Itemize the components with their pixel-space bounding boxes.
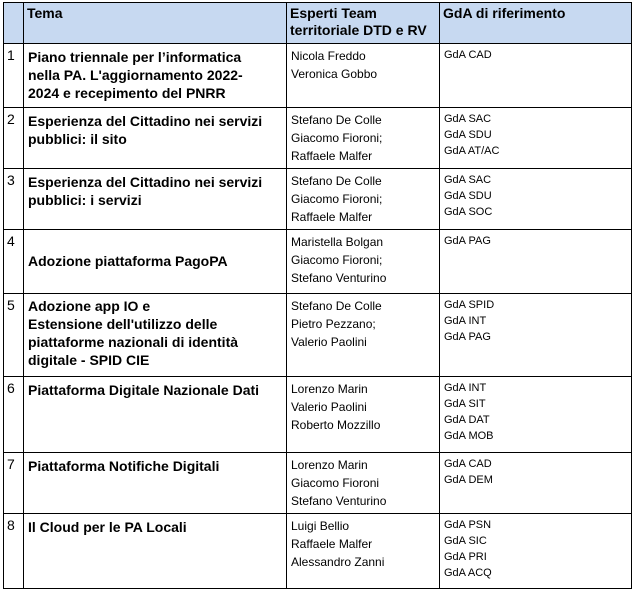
expert-name: Veronica Gobbo: [291, 67, 378, 81]
expert-name: Giacomo Fioroni: [291, 476, 380, 490]
gda-code: GdA INT: [444, 382, 487, 394]
gda-code: GdA DAT: [444, 414, 490, 426]
expert-name: Lorenzo Marin: [291, 382, 368, 396]
expert-name: Stefano De Colle: [291, 174, 382, 188]
table-row: [4, 514, 632, 589]
expert-name: Roberto Mozzillo: [291, 418, 381, 432]
tema-line: pubblici: il sito: [28, 131, 127, 147]
expert-name: Stefano Venturino: [291, 271, 387, 285]
tema-line: piattaforme nazionali di identità: [28, 334, 239, 350]
esperti-cell: [287, 44, 440, 108]
tema-cell: [24, 453, 287, 514]
expert-name: Maristella Bolgan: [291, 235, 384, 249]
tema-cell: [24, 169, 287, 230]
table-row: [4, 294, 632, 377]
expert-name: Stefano De Colle: [291, 113, 382, 127]
row-number: 1: [4, 44, 24, 108]
gda-cell: [440, 44, 632, 108]
gda-code: GdA ACQ: [444, 567, 492, 579]
gda-code: GdA SPID: [444, 299, 495, 311]
row-number: 4: [4, 230, 24, 294]
gda-code: GdA PAG: [444, 235, 491, 247]
tema-cell: [24, 514, 287, 589]
esperti-cell: [287, 230, 440, 294]
table-row: [4, 377, 632, 453]
tema-line: digitale - SPID CIE: [28, 352, 150, 368]
tema-line: Piattaforma Notifiche Digitali: [28, 458, 220, 474]
header-tema: Tema: [24, 3, 287, 44]
esperti-cell: [287, 169, 440, 230]
gda-code: GdA CAD: [444, 49, 492, 61]
row-number: 8: [4, 514, 24, 589]
gda-code: GdA SAC: [444, 113, 492, 125]
expert-name: Raffaele Malfer: [291, 210, 373, 224]
tema-line: Piano triennale per l’informatica: [28, 49, 242, 65]
gda-code: GdA MOB: [444, 430, 494, 442]
tema-line: Esperienza del Cittadino nei servizi: [28, 174, 263, 190]
gda-code: GdA INT: [444, 315, 487, 327]
row-number: 3: [4, 169, 24, 230]
row-number: 6: [4, 377, 24, 453]
expert-name: Giacomo Fioroni;: [291, 192, 383, 206]
tema-cell: [24, 230, 287, 294]
table-row: [4, 44, 632, 108]
expert-name: Stefano Venturino: [291, 494, 387, 508]
header-number: [4, 3, 24, 44]
gda-code: GdA SDU: [444, 129, 492, 141]
expert-name: Giacomo Fioroni;: [291, 131, 383, 145]
tema-line: 2024 e recepimento del PNRR: [28, 85, 226, 101]
tema-cell: [24, 294, 287, 377]
table-row: [4, 453, 632, 514]
esperti-cell: [287, 108, 440, 169]
gda-code: GdA PAG: [444, 331, 491, 343]
gda-cell: [440, 514, 632, 589]
gda-cell: [440, 230, 632, 294]
tema-line: nella PA. L'aggiornamento 2022-: [28, 67, 243, 83]
gda-code: GdA DEM: [444, 474, 493, 486]
gda-code: GdA SAC: [444, 174, 492, 186]
esperti-cell: [287, 377, 440, 453]
esperti-cell: [287, 453, 440, 514]
gda-cell: [440, 294, 632, 377]
table-row: [4, 108, 632, 169]
gda-code: GdA SIC: [444, 535, 487, 547]
gda-code: GdA PSN: [444, 519, 492, 531]
tema-cell: [24, 44, 287, 108]
gda-code: GdA SOC: [444, 206, 493, 218]
expert-name: Nicola Freddo: [291, 49, 366, 63]
gda-code: GdA SIT: [444, 398, 486, 410]
table-row: [4, 169, 632, 230]
header-gda: GdA di riferimento: [440, 3, 632, 44]
expert-name: Luigi Bellio: [291, 519, 350, 533]
expert-name: Raffaele Malfer: [291, 537, 373, 551]
row-number: 2: [4, 108, 24, 169]
gda-cell: [440, 108, 632, 169]
header-esperti: Esperti Team territoriale DTD e RV: [287, 3, 440, 44]
gda-cell: [440, 453, 632, 514]
expert-name: Pietro Pezzano;: [291, 317, 376, 331]
tema-cell: [24, 377, 287, 453]
tema-line: Estensione dell'utilizzo delle: [28, 316, 218, 332]
tema-cell: [24, 108, 287, 169]
gda-code: GdA CAD: [444, 458, 492, 470]
gda-cell: [440, 169, 632, 230]
esperti-cell: [287, 514, 440, 589]
tema-line: Esperienza del Cittadino nei servizi: [28, 113, 263, 129]
table-row: [4, 230, 632, 294]
tema-line: Il Cloud per le PA Locali: [28, 519, 187, 535]
expert-name: Lorenzo Marin: [291, 458, 368, 472]
tema-line: Piattaforma Digitale Nazionale Dati: [28, 382, 260, 398]
expert-name: Valerio Paolini: [291, 400, 367, 414]
gda-table: [3, 2, 632, 589]
expert-name: Alessandro Zanni: [291, 555, 385, 569]
expert-name: Raffaele Malfer: [291, 149, 373, 163]
tema-line: Adozione app IO e: [28, 298, 151, 314]
expert-name: Giacomo Fioroni;: [291, 253, 383, 267]
expert-name: Valerio Paolini: [291, 335, 367, 349]
gda-cell: [440, 377, 632, 453]
esperti-cell: [287, 294, 440, 377]
tema-line: pubblici: i servizi: [28, 192, 142, 208]
header-row: [4, 3, 632, 44]
gda-code: GdA AT/AC: [444, 145, 500, 157]
row-number: 7: [4, 453, 24, 514]
gda-code: GdA PRI: [444, 551, 487, 563]
expert-name: Stefano De Colle: [291, 299, 382, 313]
gda-code: GdA SDU: [444, 190, 492, 202]
tema-line: Adozione piattaforma PagoPA: [28, 253, 228, 269]
table-body: [4, 44, 632, 589]
row-number: 5: [4, 294, 24, 377]
